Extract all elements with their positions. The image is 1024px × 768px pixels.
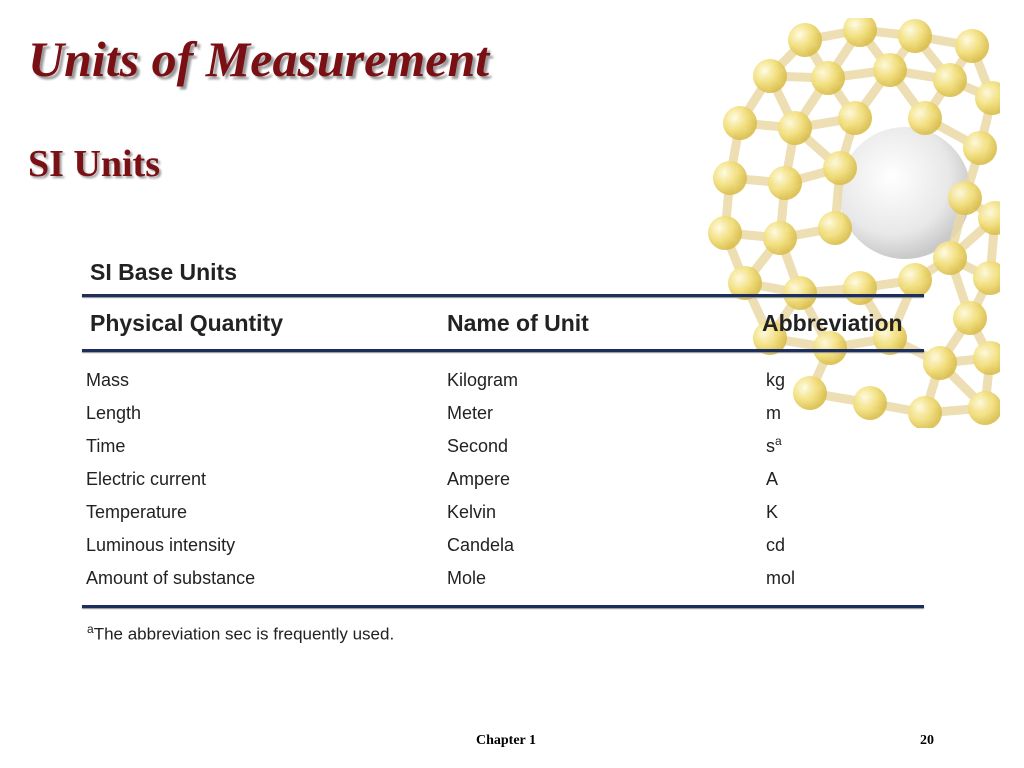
atom [908,101,942,135]
atom [788,23,822,57]
cell-unit-name: Second [447,436,509,456]
cell-unit-name: Kilogram [447,370,519,390]
table-header-row [82,297,924,349]
abbreviation-text: K [766,502,779,522]
table-row [82,496,924,529]
cell-unit-name: Ampere [447,469,511,489]
cell-quantity: Mass [86,370,130,390]
cell-abbreviation [762,568,924,589]
cell-abbreviation [762,469,924,490]
slide-title: Units of Measurement [28,31,490,87]
cell-quantity: Electric current [86,469,207,489]
footnote-text: The abbreviation sec is frequently used. [93,624,395,644]
atom [923,346,957,380]
cell-quantity: Temperature [86,502,188,522]
table-row [82,397,924,430]
abbreviation-text: m [766,403,781,423]
atom [963,131,997,165]
cell-abbreviation [762,535,924,556]
header-abbreviation: Abbreviation [762,309,903,336]
footer-chapter: Chapter 1 [476,733,537,748]
abbreviation-text: s [766,436,775,456]
footnote-marker: a [87,622,94,636]
footer-page-number: 20 [920,733,934,748]
atom [811,61,845,95]
header-physical-quantity: Physical Quantity [90,309,284,336]
atom [778,111,812,145]
atom [818,211,852,245]
atom [973,341,1000,375]
atom [933,241,967,275]
atom [948,181,982,215]
cell-abbreviation [762,502,924,523]
table-bottom-rule [82,605,924,608]
header-name-of-unit: Name of Unit [447,309,589,336]
atom [768,166,802,200]
atom [973,261,1000,295]
table-row [82,463,924,496]
table-row [82,430,924,463]
cell-unit-name: Meter [447,403,494,423]
slide-subtitle: SI Units [28,143,160,185]
footnote-marker: a [775,434,782,448]
atom [898,19,932,53]
cell-unit-name: Kelvin [447,502,497,522]
abbreviation-text: mol [766,568,796,588]
table-caption: SI Base Units [90,259,237,285]
table-body [82,352,924,605]
table-row [82,562,924,595]
table-row [82,529,924,562]
atom [838,101,872,135]
abbreviation-text: A [766,469,779,489]
atom [763,221,797,255]
atom [713,161,747,195]
atom [723,106,757,140]
cell-unit-name: Candela [447,535,515,555]
si-base-units-table [82,256,924,645]
cell-abbreviation [762,403,924,424]
cell-abbreviation [762,370,924,391]
atom [823,151,857,185]
atom [953,301,987,335]
atom [708,216,742,250]
cell-quantity: Length [86,403,142,423]
atom [873,53,907,87]
atom [975,81,1000,115]
cell-quantity: Amount of substance [86,568,256,588]
table-row [82,364,924,397]
cell-unit-name: Mole [447,568,487,588]
atom [753,59,787,93]
cell-quantity: Luminous intensity [86,535,236,555]
atom [933,63,967,97]
cell-quantity: Time [86,436,126,456]
atom [955,29,989,63]
abbreviation-text: kg [766,370,786,390]
cell-abbreviation [762,436,924,457]
table-footnote [82,622,924,645]
abbreviation-text: cd [766,535,786,555]
